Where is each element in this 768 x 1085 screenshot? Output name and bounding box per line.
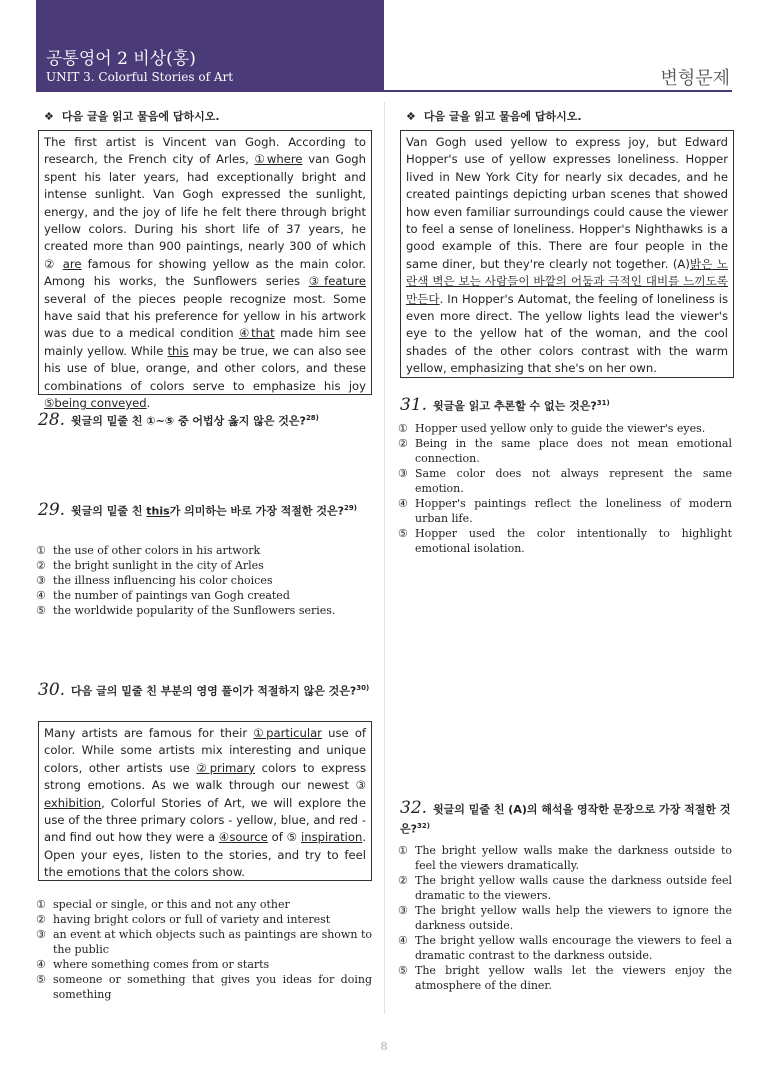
- instruction-left: [44, 108, 220, 124]
- question-text: 윗글을 읽고 추론할 수 없는 것은?: [433, 399, 597, 413]
- option-marker: ①: [398, 422, 408, 435]
- question-32: [400, 800, 734, 838]
- answer-option: [36, 912, 372, 927]
- answer-option: [36, 972, 372, 1002]
- option-text: The bright yellow walls make the darkness outside to feel the viewers dramatically.: [415, 844, 732, 872]
- answer-option: [398, 421, 732, 436]
- instruction-text: 다음 글을 읽고 물음에 답하시오.: [61, 110, 220, 123]
- underlined-phrase: ④source: [218, 830, 268, 845]
- underlined-phrase: exhibition: [44, 795, 102, 810]
- header-title: 공통영어 2 비상(홍): [46, 49, 196, 69]
- footnote-ref: 32): [417, 822, 430, 830]
- instruction-right: [406, 108, 582, 124]
- question-key-word: this: [146, 504, 170, 518]
- option-marker: ②: [398, 874, 408, 887]
- option-text: the number of paintings van Gogh created: [53, 589, 290, 602]
- option-marker: ③: [36, 574, 46, 587]
- option-text: where something comes from or starts: [53, 958, 270, 971]
- option-marker: ②: [36, 913, 46, 926]
- passage-text: , Colorful Stories of Art, we will explore the use of the three primary colors - yellow, blue, and red - and find out how they were a: [44, 795, 366, 845]
- option-marker: ①: [36, 544, 46, 557]
- passage-text: colors to express strong emotions. As we walk through our newest ③: [44, 760, 366, 793]
- answer-option: [36, 927, 372, 957]
- underlined-phrase: ③feature: [308, 274, 366, 289]
- passage-text: Van Gogh used yellow to express joy, but Edward Hopper's use of yellow expresses loneliness. Hopper lived in New York City for nearly six decades, and he created paintings depicting urban scenes that showed how even familiar surroundings could cause the viewer to feel a sense of loneliness. Hopper's Nighthawks is a good example of this. There are four people in the same diner, but they're clearly not together. (A): [406, 135, 728, 271]
- option-text: the worldwide popularity of the Sunflowers series.: [53, 604, 336, 617]
- option-text: The bright yellow walls cause the darkness outside feel dramatic to the viewers.: [415, 874, 732, 902]
- option-marker: ④: [36, 589, 46, 602]
- answer-option: [398, 843, 732, 873]
- option-text: someone or something that gives you ideas for doing something: [53, 973, 372, 1001]
- option-text: the use of other colors in his artwork: [53, 544, 261, 557]
- question-31: [400, 395, 734, 415]
- underlined-phrase: 밝은 노란색 벽은 보는 사람들이 바깥의 어둠과 극적인 대비를 느끼도록 만든다: [406, 256, 728, 306]
- header-category: 변형문제: [660, 68, 730, 89]
- diamond-bullet-icon: ❖: [406, 110, 416, 123]
- option-text: the illness influencing his color choices: [53, 574, 273, 587]
- answer-option: [398, 873, 732, 903]
- answer-option: [398, 963, 732, 993]
- answer-option: [398, 436, 732, 466]
- passage-text: van Gogh spent his later years, had exceptionally bright and intense sunlight. Van Gogh expressed the sunlight, energy, and the joy of life he felt there through bright yellow colors. During his short life of 37 years, he created more than 900 paintings, nearly 300 of which ②: [44, 152, 366, 271]
- passage-text: use of color. While some artists mix interesting and unique colors, other artists use: [44, 726, 367, 775]
- option-text: The bright yellow walls help the viewers to ignore the darkness outside.: [415, 904, 732, 932]
- page-number: 8: [380, 1040, 388, 1053]
- option-text: The bright yellow walls let the viewers enjoy the atmosphere of the diner.: [415, 964, 732, 992]
- question-text: 다음 글의 밑줄 친 부분의 영영 풀이가 적절하지 않은 것은?: [71, 684, 357, 698]
- question-text-pre: 윗글의 밑줄 친: [71, 504, 147, 518]
- answer-option: [36, 573, 372, 588]
- passage-text: famous for showing yellow as the main color. Among his works, the Sunflowers series: [44, 256, 366, 289]
- option-text: an event at which objects such as paintings are shown to the public: [53, 928, 372, 956]
- underlined-phrase: this: [167, 343, 189, 358]
- option-text: Same color does not always represent the same emotion.: [415, 467, 732, 495]
- passage-text: Many artists are famous for their: [44, 726, 254, 740]
- underlined-phrase: ②primary: [196, 760, 256, 775]
- diamond-bullet-icon: ❖: [44, 110, 54, 123]
- option-marker: ⑤: [36, 604, 46, 617]
- question-29: [38, 500, 372, 520]
- question-text: 윗글의 밑줄 친 (A)의 해석을 영작한 문장으로 가장 적절한 것은?: [400, 803, 731, 836]
- header-rule: [384, 90, 732, 92]
- passage-text: made him see mainly yellow. While: [44, 326, 366, 358]
- options-30: [36, 897, 372, 1002]
- passage-text: . Open your eyes, listen to the stories, and try to feel the emotions that the colors show.: [44, 830, 366, 880]
- options-31: [398, 421, 732, 556]
- header-unit: UNIT 3. Colorful Stories of Art: [46, 70, 234, 84]
- answer-option: [398, 903, 732, 933]
- option-marker: ⑤: [398, 964, 408, 977]
- option-text: Being in the same place does not mean emotional connection.: [415, 437, 732, 465]
- options-29: [36, 543, 372, 618]
- option-marker: ②: [36, 559, 46, 572]
- footnote-ref: 31): [596, 399, 610, 407]
- question-number: 30.: [38, 679, 66, 700]
- answer-option: [398, 526, 732, 556]
- answer-option: [36, 957, 372, 972]
- option-marker: ①: [36, 898, 46, 911]
- footnote-ref: 28): [305, 414, 319, 422]
- underlined-phrase: are: [62, 256, 82, 271]
- underlined-phrase: inspiration: [301, 830, 363, 845]
- footnote-ref: 29): [344, 504, 357, 512]
- question-number: 29.: [38, 499, 66, 520]
- option-marker: ①: [398, 844, 408, 857]
- option-text: having bright colors or full of variety and interest: [53, 913, 331, 926]
- passage-text: . In Hopper's Automat, the feeling of loneliness is even more direct. The yellow lights lead the viewer's eye to the yellow hat of the woman, and the cool shades of the other colors contrast with the warm yellow, emphasizing that she's on her own.: [406, 291, 728, 376]
- option-marker: ④: [398, 934, 408, 947]
- passage-text: may be true, we can also see his use of blue, orange, and other colors, and these combinations of colors serve to emphasize his joy: [44, 343, 366, 393]
- question-number: 32.: [400, 798, 428, 818]
- passage-van-gogh: [38, 130, 372, 411]
- header-banner: [36, 0, 384, 92]
- option-marker: ⑤: [36, 973, 46, 986]
- question-28: [38, 410, 372, 430]
- passage-primary-colors: [38, 721, 372, 881]
- option-marker: ⑤: [398, 527, 408, 540]
- question-number: 28.: [38, 409, 66, 430]
- question-30: [38, 680, 372, 700]
- passage-text: of ⑤: [267, 830, 302, 845]
- answer-option: [36, 588, 372, 603]
- answer-option: [36, 543, 372, 558]
- underlined-phrase: ⑤being conveyed: [44, 396, 147, 411]
- options-32: [398, 843, 732, 993]
- underlined-phrase: ①where: [254, 152, 303, 167]
- option-text: Hopper used yellow only to guide the viewer's eyes.: [415, 422, 706, 435]
- question-text-post: 가 의미하는 바로 가장 적절한 것은?: [169, 504, 345, 518]
- option-text: Hopper's paintings reflect the loneliness of modern urban life.: [415, 497, 732, 525]
- option-text: the bright sunlight in the city of Arles: [53, 559, 264, 572]
- question-text: 윗글의 밑줄 친 ①~⑤ 중 어법상 옳지 않은 것은?: [71, 414, 306, 428]
- answer-option: [36, 897, 372, 912]
- option-text: The bright yellow walls encourage the viewers to feel a dramatic contrast to the darkness outside.: [415, 934, 732, 962]
- answer-option: [36, 603, 372, 618]
- option-marker: ④: [398, 497, 408, 510]
- answer-option: [398, 933, 732, 963]
- option-text: Hopper used the color intentionally to highlight emotional isolation.: [415, 527, 732, 555]
- underlined-phrase: ④that: [239, 326, 275, 341]
- option-marker: ③: [398, 467, 408, 480]
- option-text: special or single, or this and not any other: [53, 898, 290, 911]
- underlined-phrase: ①particular: [253, 726, 322, 740]
- passage-hopper: [400, 130, 734, 378]
- answer-option: [398, 466, 732, 496]
- passage-text: The first artist is Vincent van Gogh. According to research, the French city of Arles,: [44, 135, 366, 167]
- footnote-ref: 30): [356, 684, 370, 692]
- passage-text: .: [146, 396, 151, 411]
- option-marker: ②: [398, 437, 408, 450]
- passage-text: several of the pieces people recognize most. Some have said that his preference for yellow in his artwork was due to a medical condition: [44, 291, 366, 341]
- answer-option: [36, 558, 372, 573]
- answer-option: [398, 496, 732, 526]
- option-marker: ④: [36, 958, 46, 971]
- question-number: 31.: [400, 394, 428, 415]
- column-divider: [384, 102, 385, 1014]
- option-marker: ③: [398, 904, 408, 917]
- option-marker: ③: [36, 928, 46, 941]
- instruction-text: 다음 글을 읽고 물음에 답하시오.: [423, 110, 582, 123]
